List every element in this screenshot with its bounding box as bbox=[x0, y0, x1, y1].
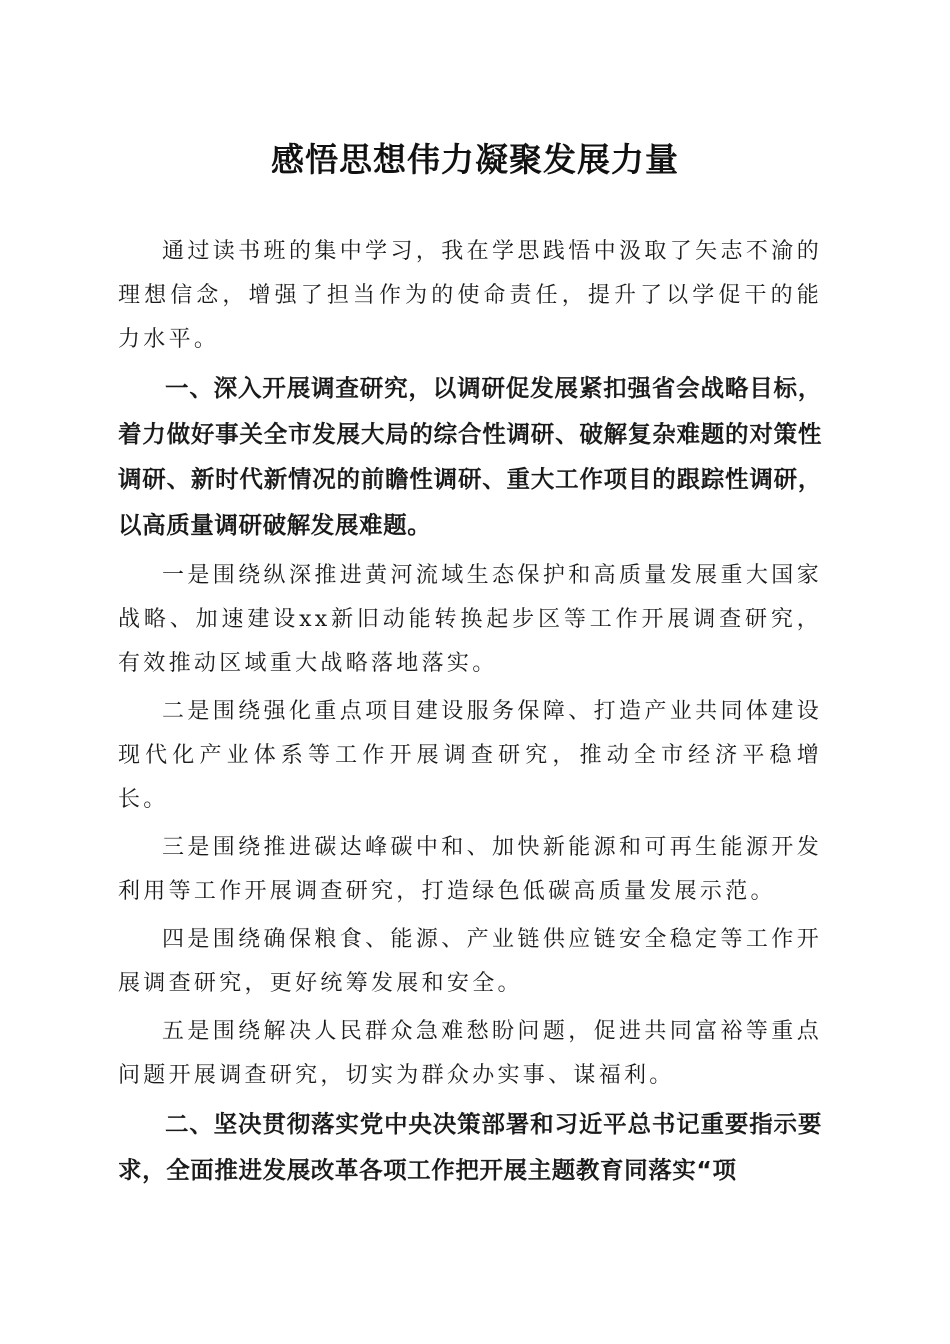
document-body bbox=[118, 230, 822, 1199]
list-item: 三是围绕推进碳达峰碳中和、加快新能源和可再生能源开发利用等工作开展调查研究，打造绿色低碳高质量发展示范。 bbox=[118, 835, 822, 904]
list-item: 五是围绕解决人民群众急难愁盼问题，促进共同富裕等重点问题开展调查研究，切实为群众办实事、谋福利。 bbox=[118, 1019, 822, 1088]
intro-paragraph: 通过读书班的集中学习，我在学思践悟中汲取了矢志不渝的理想信念，增强了担当作为的使命责任，提升了以学促干的能力水平。 bbox=[118, 239, 822, 352]
list-item: 一是围绕纵深推进黄河流域生态保护和高质量发展重大国家战略、加速建设xx新旧动能转换起步区等工作开展调查研究，有效推动区域重大战略落地落实。 bbox=[118, 563, 822, 676]
list-item: 四是围绕确保粮食、能源、产业链供应链安全稳定等工作开展调查研究，更好统筹发展和安全。 bbox=[118, 927, 822, 996]
section-2-heading: 二、坚决贯彻落实党中央决策部署和习近平总书记重要指示要求，全面推进发展改革各项工作把开展主题教育同落实“项 bbox=[118, 1110, 822, 1184]
section-1-heading: 一、深入开展调查研究，以调研促发展紧扣强省会战略目标，着力做好事关全市发展大局的综合性调研、破解复杂难题的对策性调研、新时代新情况的前瞻性调研、重大工作项目的跟踪性调研，以高质量调研破解发展难题。 bbox=[118, 374, 822, 539]
list-item: 二是围绕强化重点项目建设服务保障、打造产业共同体建设现代化产业体系等工作开展调查研究，推动全市经济平稳增长。 bbox=[118, 699, 822, 812]
document-title: 感悟思想伟力凝聚发展力量 bbox=[271, 140, 679, 179]
